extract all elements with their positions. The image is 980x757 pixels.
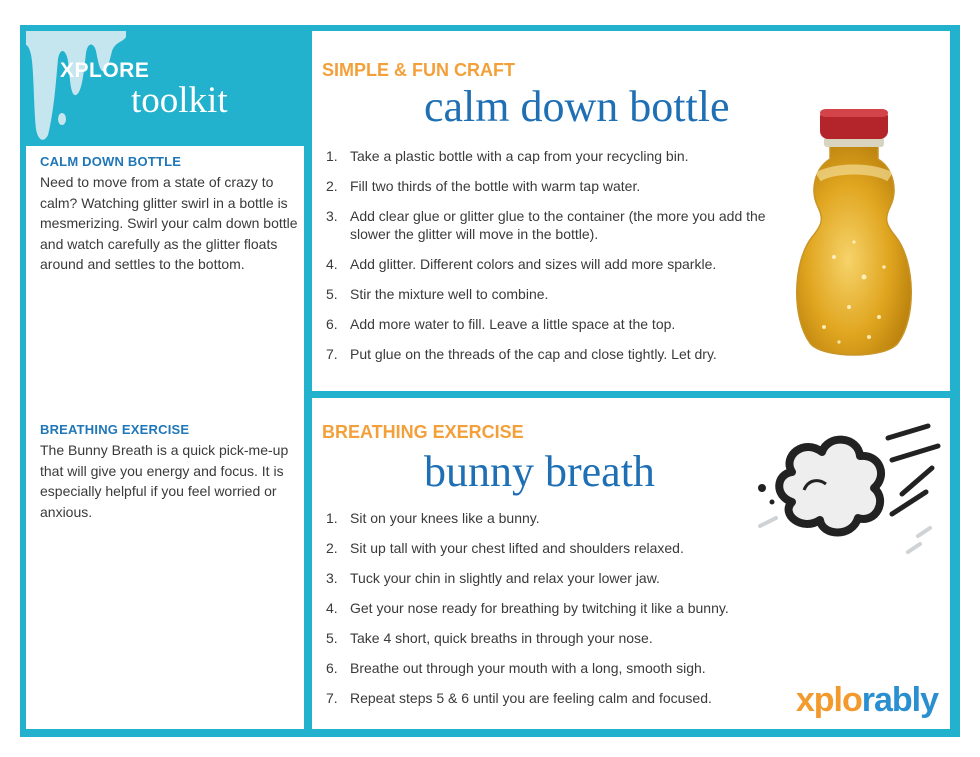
- step-number: 1.: [326, 148, 338, 164]
- breath-step: [326, 659, 786, 677]
- step-text: Sit up tall with your chest lifted and shoulders relaxed.: [350, 540, 684, 556]
- step-number: 6.: [326, 316, 338, 332]
- craft-step: [326, 177, 796, 195]
- craft-step: [326, 255, 796, 273]
- step-number: 7.: [326, 690, 338, 706]
- breathing-title: bunny breath: [424, 447, 655, 496]
- craft-kicker: SIMPLE & FUN CRAFT: [322, 60, 515, 80]
- page-frame: [20, 25, 960, 737]
- brand-block: [26, 31, 303, 142]
- step-number: 3.: [326, 208, 338, 224]
- craft-title: calm down bottle: [424, 82, 730, 131]
- step-number: 1.: [326, 510, 338, 526]
- step-text: Put glue on the threads of the cap and close tightly. Let dry.: [350, 346, 717, 362]
- step-text: Get your nose ready for breathing by twitching it like a bunny.: [350, 600, 729, 616]
- logo-part-xplo: xplo: [795, 681, 862, 719]
- step-number: 5.: [326, 286, 338, 302]
- breath-step: [326, 629, 786, 647]
- step-number: 5.: [326, 630, 338, 646]
- breathing-steps-list: [326, 509, 786, 719]
- step-number: 4.: [326, 600, 338, 616]
- glitter-bottle-image: [794, 107, 914, 369]
- calm-bottle-heading: CALM DOWN BOTTLE: [40, 154, 182, 169]
- breath-step: [326, 599, 786, 617]
- calm-bottle-description: Need to move from a state of crazy to calm? Watching glitter swirl in a bottle is mesmerizing. Swirl your calm down bottle and watch carefully as the glitter floats around and settles to the bottom.: [40, 174, 298, 272]
- step-text: Stir the mixture well to combine.: [350, 286, 549, 302]
- step-text: Fill two thirds of the bottle with warm tap water.: [350, 178, 641, 194]
- brand-toolkit: toolkit: [131, 80, 228, 121]
- step-text: Take a plastic bottle with a cap from your recycling bin.: [350, 148, 689, 164]
- breath-step: [326, 689, 786, 707]
- brand-xplore: XPLORE: [60, 59, 150, 82]
- breath-step: [326, 509, 786, 527]
- breathing-kicker: BREATHING EXERCISE: [322, 422, 524, 442]
- step-number: 2.: [326, 178, 338, 194]
- craft-step: [326, 345, 796, 363]
- step-text: Take 4 short, quick breaths in through your nose.: [350, 630, 653, 646]
- step-number: 6.: [326, 660, 338, 676]
- step-number: 4.: [326, 256, 338, 272]
- step-number: 3.: [326, 570, 338, 586]
- breathing-description: The Bunny Breath is a quick pick-me-up that will give you energy and focus. It is especially helpful if you feel worried or anxious.: [40, 442, 289, 520]
- craft-step: [326, 207, 796, 243]
- breathing-panel: [312, 398, 950, 729]
- sidebar-panel: [26, 146, 304, 729]
- xplorably-logo: [796, 681, 938, 720]
- paint-drips-graphic: [26, 31, 126, 142]
- craft-step: [326, 285, 796, 303]
- breath-step: [326, 539, 786, 557]
- breath-step: [326, 569, 786, 587]
- logo-part-rably: rably: [861, 681, 938, 719]
- craft-step: [326, 147, 796, 165]
- step-text: Add glitter. Different colors and sizes will add more sparkle.: [350, 256, 717, 272]
- step-text: Repeat steps 5 & 6 until you are feeling calm and focused.: [350, 690, 712, 706]
- craft-panel: [312, 31, 950, 391]
- step-text: Add more water to fill. Leave a little space at the top.: [350, 316, 676, 332]
- craft-step: [326, 315, 796, 333]
- step-text: Breathe out through your mouth with a long, smooth sigh.: [350, 660, 706, 676]
- step-text: Sit on your knees like a bunny.: [350, 510, 540, 526]
- breathing-heading: BREATHING EXERCISE: [40, 422, 190, 437]
- step-text: Add clear glue or glitter glue to the container (the more you add the slower the glitter will move in the bottle).: [350, 208, 766, 242]
- step-number: 7.: [326, 346, 338, 362]
- breath-puff-icon: [742, 418, 942, 568]
- step-text: Tuck your chin in slightly and relax your lower jaw.: [350, 570, 660, 586]
- craft-steps-list: [326, 147, 796, 375]
- step-number: 2.: [326, 540, 338, 556]
